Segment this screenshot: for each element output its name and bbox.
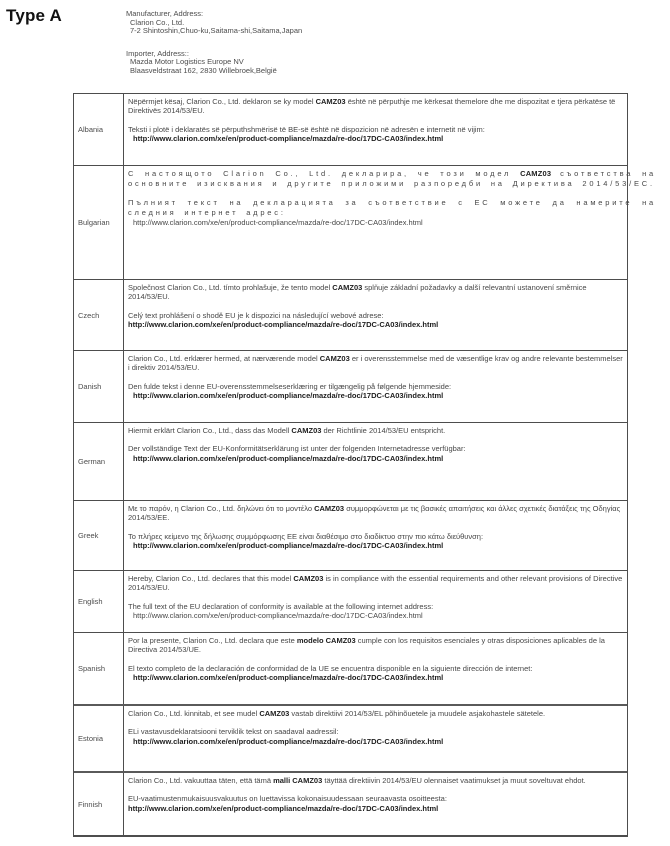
fulltext-note: Der vollständige Text der EU-Konformitätserklärung ist unter der folgenden Internetadresse verfügbar: — [128, 444, 466, 454]
declaration-segment-after: täyttää direktiivin 2014/53/EU olennaiset vaatimukset ja muut soveltuvat ehdot. — [322, 776, 586, 785]
model-number: CAMZ03 — [259, 709, 290, 718]
address-block — [126, 10, 302, 76]
declaration-text — [128, 574, 623, 593]
declaration-segment-before: Společnost Clarion Co., Ltd. tímto prohlašuje, že tento model — [128, 283, 333, 292]
fulltext-note: Το πλήρες κείμενο της δήλωσης συμμόρφωσης ΕΕ είναι διαθέσιμο στο διαδίκτυο στην πιο κάτω διεύθυνση: — [128, 531, 484, 541]
fulltext-note: ELi vastavusdeklaratsiooni terviklik tekst on saadaval aadressil: — [128, 727, 339, 737]
model-number: CAMZ03 — [293, 574, 324, 583]
fulltext-note: Teksti i plotë i deklaratës së përputhshmërisë të BE-së është në dispozicion në adresën e internetit në vijim: — [128, 124, 485, 134]
language-label: German — [74, 423, 124, 500]
declaration-cell — [124, 94, 627, 165]
declaration-cell — [124, 773, 627, 835]
compliance-url: http://www.clarion.com/xe/en/product-compliance/mazda/re-doc/17DC-CA03/index.html — [128, 803, 439, 813]
compliance-url: http://www.clarion.com/xe/en/product-compliance/mazda/re-doc/17DC-CA03/index.html — [133, 672, 444, 682]
language-label: Albania — [74, 94, 124, 165]
importer-address: Blaasveldstraat 162, 2830 Willebroek,België — [130, 65, 277, 75]
declaration-text — [128, 426, 623, 435]
fulltext-note: Den fulde tekst i denne EU-overensstemmelseserklæring er tilgængelig på følgende hjemmeside: — [128, 381, 452, 391]
compliance-url: http://www.clarion.com/xe/en/product-compliance/mazda/re-doc/17DC-CA03/index.html — [133, 133, 444, 143]
table-row — [74, 632, 627, 704]
declaration-segment-after: συμμορφώνεται με τις βασικές απαιτήσεις και άλλες σχετικές διατάξεις της Οδηγίας 2014/53/ΕΕ. — [128, 504, 621, 523]
language-label: Finnish — [74, 773, 124, 835]
declaration-segment-before: Hereby, Clarion Co., Ltd. declares that this model — [128, 574, 294, 583]
declaration-segment-before: С настоящото Clarion Co., Ltd. декларира, че този модел — [128, 169, 521, 178]
manufacturer-name: Clarion Co., Ltd. — [130, 17, 185, 27]
model-number: CAMZ03 — [319, 354, 350, 363]
language-label: Estonia — [74, 706, 124, 771]
declaration-segment-after: er i overensstemmelse med de væsentlige krav og andre relevante bestemmelser i direktiv 2014/53/EU. — [128, 354, 623, 373]
compliance-url: http://www.clarion.com/xe/en/product-compliance/mazda/re-doc/17DC-CA03/index.html — [133, 390, 444, 400]
declaration-cell — [124, 423, 627, 500]
model-number: CAMZ03 — [315, 97, 346, 106]
compliance-url: http://www.clarion.com/xe/en/product-compliance/mazda/re-doc/17DC-CA03/index.html — [133, 610, 423, 620]
declaration-segment-before: Clarion Co., Ltd. kinnitab, et see mudel — [128, 709, 260, 718]
declaration-cell — [124, 501, 627, 570]
declaration-segment-before: Clarion Co., Ltd. erklærer hermed, at nærværende model — [128, 354, 320, 363]
declaration-segment-after: vastab direktiivi 2014/53/EL põhinõuetele ja muudele asjakohastele sätetele. — [289, 709, 546, 718]
declaration-segment-before: Με το παρόν, η Clarion Co., Ltd. δηλώνει ότι το μοντέλο — [128, 504, 315, 513]
fulltext-note: EU-vaatimustenmukaisuusvakuutus on luettavissa kokonaisuudessaan seuraavasta osoitteesta: — [128, 794, 447, 804]
language-label: English — [74, 571, 124, 632]
declaration-cell — [124, 571, 627, 632]
table-row — [74, 165, 656, 279]
compliance-url: http://www.clarion.com/xe/en/product-compliance/mazda/re-doc/17DC-CA03/index.html — [128, 319, 439, 329]
declaration-segment-after: is in compliance with the essential requirements and other relevant provisions of Directive 2014/53/EU. — [128, 574, 623, 593]
model-number: CAMZ03 — [520, 169, 552, 178]
model-number: CAMZ03 — [314, 504, 345, 513]
model-number: CAMZ03 — [332, 283, 363, 292]
fulltext-note: The full text of the EU declaration of conformity is available at the following internet address: — [128, 601, 434, 611]
declaration-text — [128, 776, 623, 785]
fulltext-note: El texto completo de la declaración de conformidad de la UE se encuentra disponible en la siguiente dirección de internet: — [128, 663, 533, 673]
importer-name: Mazda Motor Logistics Europe NV — [130, 57, 244, 67]
declaration-text — [128, 636, 623, 655]
declaration-segment-after: съответства на основните изисквания и другите приложими разпоредби на Директива 2014/53/ЕС. — [128, 169, 656, 188]
declaration-segment-after: splňuje základní požadavky a další relevantní ustanovení směrnice 2014/53/EU. — [128, 283, 587, 302]
declaration-segment-before: Nëpërmjet kësaj, Clarion Co., Ltd. deklaron se ky model — [128, 97, 316, 106]
type-label: Type A — [6, 6, 62, 25]
model-number: modelo CAMZ03 — [296, 636, 356, 645]
declaration-text — [128, 97, 623, 116]
table-row — [74, 422, 627, 500]
declaration-cell — [124, 633, 627, 704]
declaration-cell — [124, 706, 627, 771]
declaration-cell — [124, 166, 660, 279]
compliance-url: http://www.clarion.com/xe/en/product-compliance/mazda/re-doc/17DC-CA03/index.html — [133, 736, 444, 746]
compliance-table — [73, 93, 656, 837]
declaration-cell — [124, 351, 627, 422]
table-row — [74, 500, 627, 570]
compliance-url: http://www.clarion.com/xe/en/product-compliance/mazda/re-doc/17DC-CA03/index.html — [133, 218, 423, 227]
declaration-segment-after: der Richtlinie 2014/53/EU entspricht. — [321, 426, 446, 435]
model-number: CAMZ03 — [291, 426, 322, 435]
language-label: Spanish — [74, 633, 124, 704]
declaration-segment-before: Por la presente, Clarion Co., Ltd. declara que este — [128, 636, 297, 645]
table-row — [74, 570, 627, 632]
compliance-url: http://www.clarion.com/xe/en/product-compliance/mazda/re-doc/17DC-CA03/index.html — [133, 540, 444, 550]
declaration-text — [128, 354, 623, 373]
declaration-text — [128, 283, 623, 302]
fulltext-note: Пълният текст на декларацията за съответствие с ЕС можете да намерите на следния интернет адрес: — [128, 198, 656, 217]
declaration-cell — [124, 280, 627, 350]
declaration-segment-after: është në përputhje me kërkesat themelore dhe me dispozitat e tjera përkatëse të Direktivës 2014/53/EU. — [128, 97, 616, 116]
table-row — [74, 771, 627, 835]
table-row — [74, 350, 627, 422]
declaration-text — [128, 169, 656, 189]
importer-label: Importer, Address:: — [126, 48, 189, 58]
language-label: Danish — [74, 351, 124, 422]
declaration-text — [128, 504, 623, 523]
language-label: Czech — [74, 280, 124, 350]
table-row — [74, 279, 627, 350]
declaration-text — [128, 709, 623, 718]
manufacturer-address: 7-2 Shintoshin,Chuo-ku,Saitama-shi,Saitama,Japan — [130, 26, 303, 36]
language-label: Bulgarian — [74, 166, 124, 279]
manufacturer-label: Manufacturer, Address: — [126, 9, 204, 18]
table-row — [74, 94, 627, 165]
declaration-segment-before: Clarion Co., Ltd. vakuuttaa täten, että tämä — [128, 776, 274, 785]
model-number: malli CAMZ03 — [273, 776, 323, 785]
fulltext-note: Celý text prohlášení o shodě EU je k dispozici na následující webové adrese: — [128, 310, 384, 320]
declaration-segment-before: Hiermit erklärt Clarion Co., Ltd., dass das Modell — [128, 426, 292, 435]
language-label: Greek — [74, 501, 124, 570]
compliance-url: http://www.clarion.com/xe/en/product-compliance/mazda/re-doc/17DC-CA03/index.html — [133, 453, 444, 463]
table-row — [74, 704, 627, 771]
declaration-segment-after: cumple con los requisitos esenciales y otras disposiciones aplicables de la Directiva 2014/53/UE. — [128, 636, 605, 655]
